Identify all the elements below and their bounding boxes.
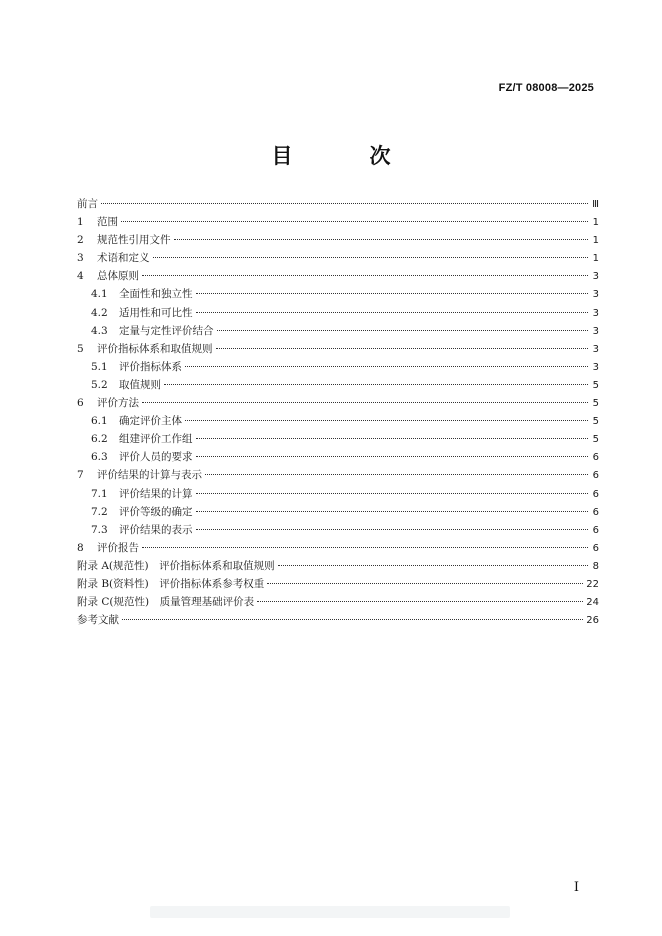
toc-entry-label: 评价指标体系: [119, 360, 182, 373]
toc-entry-page: 1: [592, 253, 599, 265]
toc-entry-page: 3: [592, 325, 599, 337]
toc-entry-number: 6.3: [91, 451, 108, 464]
toc-entry[interactable]: [77, 213, 599, 231]
toc-entry-page: 5: [592, 434, 599, 446]
toc-entry-label: 规范性引用文件: [97, 234, 171, 247]
toc-entry-number: 6: [77, 397, 84, 410]
toc-entry[interactable]: [77, 285, 599, 303]
toc-entry[interactable]: [77, 557, 599, 575]
toc-entry[interactable]: [77, 394, 599, 412]
toc-dot-leader: [257, 601, 583, 602]
toc-entry-number: 7.1: [91, 487, 108, 500]
toc-entry-label: 评价人员的要求: [119, 451, 193, 464]
toc-entry-label: 评价报告: [97, 541, 139, 554]
toc-entry-label: 定量与定性评价结合: [119, 324, 214, 337]
toc-entry-label: 评价结果的计算: [119, 487, 193, 500]
toc-entry-label: 评价等级的确定: [119, 505, 193, 518]
toc-entry-label: 附录 B(资料性) 评价指标体系参考权重: [77, 577, 265, 590]
toc-entry-label: 术语和定义: [97, 252, 150, 265]
toc-dot-leader: [101, 203, 588, 204]
toc-dot-leader: [196, 493, 589, 494]
page-number: I: [573, 880, 579, 895]
toc-dot-leader: [196, 293, 589, 294]
toc-dot-leader: [196, 312, 589, 313]
toc-entry[interactable]: [77, 593, 599, 611]
toc-entry[interactable]: [77, 340, 599, 358]
toc-dot-leader: [267, 583, 583, 584]
toc-entry-page: 3: [592, 361, 599, 373]
toc-entry-label: 取值规则: [119, 378, 161, 391]
toc-dot-leader: [142, 402, 588, 403]
toc-dot-leader: [278, 565, 588, 566]
toc-entry-number: 8: [77, 541, 84, 554]
toc-dot-leader: [142, 547, 588, 548]
toc-entry-page: 24: [586, 597, 599, 609]
toc-entry[interactable]: [77, 322, 599, 340]
toc-entry-number: 1: [77, 216, 84, 229]
toc-entry-number: 4: [77, 270, 84, 283]
toc-entry-label: 范围: [97, 216, 118, 229]
watermark-strip: [150, 906, 510, 918]
toc-entry-number: 4.3: [91, 324, 108, 337]
toc-entry-page: 6: [592, 488, 599, 500]
toc-entry[interactable]: [77, 195, 599, 213]
toc-entry[interactable]: [77, 485, 599, 503]
toc-entry-page: 6: [592, 506, 599, 518]
toc-dot-leader: [196, 529, 589, 530]
toc-entry-page: 1: [592, 235, 599, 247]
toc-entry-label: 评价结果的表示: [119, 523, 193, 536]
toc-entry-page: 6: [592, 470, 599, 482]
toc-entry-page: 6: [592, 524, 599, 536]
toc-entry[interactable]: [77, 376, 599, 394]
toc-entry-page: 3: [592, 307, 599, 319]
toc-entry-label: 组建评价工作组: [119, 433, 193, 446]
toc-entry-number: 5.1: [91, 360, 108, 373]
toc-dot-leader: [121, 221, 588, 222]
toc-entry-number: 4.2: [91, 306, 108, 319]
toc-dot-leader: [205, 474, 588, 475]
toc-entry[interactable]: [77, 503, 599, 521]
toc-entry-page: 8: [592, 560, 599, 572]
toc-entry-label: 适用性和可比性: [119, 306, 193, 319]
toc-entry-label: 参考文献: [77, 614, 119, 627]
toc-dot-leader: [122, 619, 583, 620]
toc-dot-leader: [217, 330, 589, 331]
toc-entry[interactable]: [77, 249, 599, 267]
toc-entry-number: 7.3: [91, 523, 108, 536]
toc-entry-page: 5: [592, 416, 599, 428]
toc-dot-leader: [174, 239, 589, 240]
toc-entry[interactable]: [77, 358, 599, 376]
toc-entry-number: 6.1: [91, 415, 108, 428]
toc-entry-page: 1: [592, 217, 599, 229]
toc-entry[interactable]: [77, 267, 599, 285]
toc-entry-number: 5.2: [91, 378, 108, 391]
page-title: 目 次: [271, 144, 419, 168]
toc-entry-page: 5: [592, 379, 599, 391]
toc-entry-page: 3: [592, 343, 599, 355]
toc-entry[interactable]: [77, 466, 599, 484]
toc-entry[interactable]: [77, 412, 599, 430]
toc-entry[interactable]: [77, 430, 599, 448]
toc-entry-page: Ⅲ: [592, 199, 599, 210]
toc-entry-number: 2: [77, 234, 84, 247]
toc-entry[interactable]: [77, 539, 599, 557]
toc-entry[interactable]: [77, 521, 599, 539]
toc-entry[interactable]: [77, 304, 599, 322]
toc-dot-leader: [196, 511, 589, 512]
toc-dot-leader: [185, 420, 588, 421]
toc-dot-leader: [142, 275, 588, 276]
toc-entry-page: 6: [592, 542, 599, 554]
toc-entry-page: 3: [592, 271, 599, 283]
table-of-contents: [77, 195, 599, 629]
toc-entry-label: 评价结果的计算与表示: [97, 469, 202, 482]
toc-entry-number: 7.2: [91, 505, 108, 518]
toc-entry-label: 全面性和独立性: [119, 288, 193, 301]
toc-entry[interactable]: [77, 448, 599, 466]
toc-entry-number: 6.2: [91, 433, 108, 446]
toc-dot-leader: [196, 438, 589, 439]
toc-dot-leader: [185, 366, 588, 367]
toc-entry-number: 5: [77, 342, 84, 355]
toc-entry-label: 评价方法: [97, 397, 139, 410]
toc-entry-number: 7: [77, 469, 84, 482]
toc-dot-leader: [216, 348, 589, 349]
toc-entry-label: 评价指标体系和取值规则: [97, 342, 213, 355]
toc-entry-number: 3: [77, 252, 84, 265]
toc-dot-leader: [164, 384, 588, 385]
toc-dot-leader: [153, 257, 589, 258]
toc-entry[interactable]: [77, 575, 599, 593]
toc-entry-label: 总体原则: [97, 270, 139, 283]
toc-entry-page: 3: [592, 289, 599, 301]
toc-entry-page: 22: [586, 578, 599, 590]
toc-entry-number: 4.1: [91, 288, 108, 301]
toc-entry-page: 6: [592, 452, 599, 464]
toc-entry-label: 附录 C(规范性) 质量管理基础评价表: [77, 596, 255, 609]
toc-entry-label: 前言: [77, 198, 98, 210]
toc-entry-label: 附录 A(规范性) 评价指标体系和取值规则: [77, 559, 275, 572]
toc-entry-page: 26: [586, 615, 599, 627]
toc-entry[interactable]: [77, 611, 599, 629]
toc-entry[interactable]: [77, 231, 599, 249]
standard-code: FZ/T 08008—2025: [498, 82, 594, 94]
toc-entry-page: 5: [592, 398, 599, 410]
toc-entry-label: 确定评价主体: [119, 415, 182, 428]
toc-dot-leader: [196, 456, 589, 457]
